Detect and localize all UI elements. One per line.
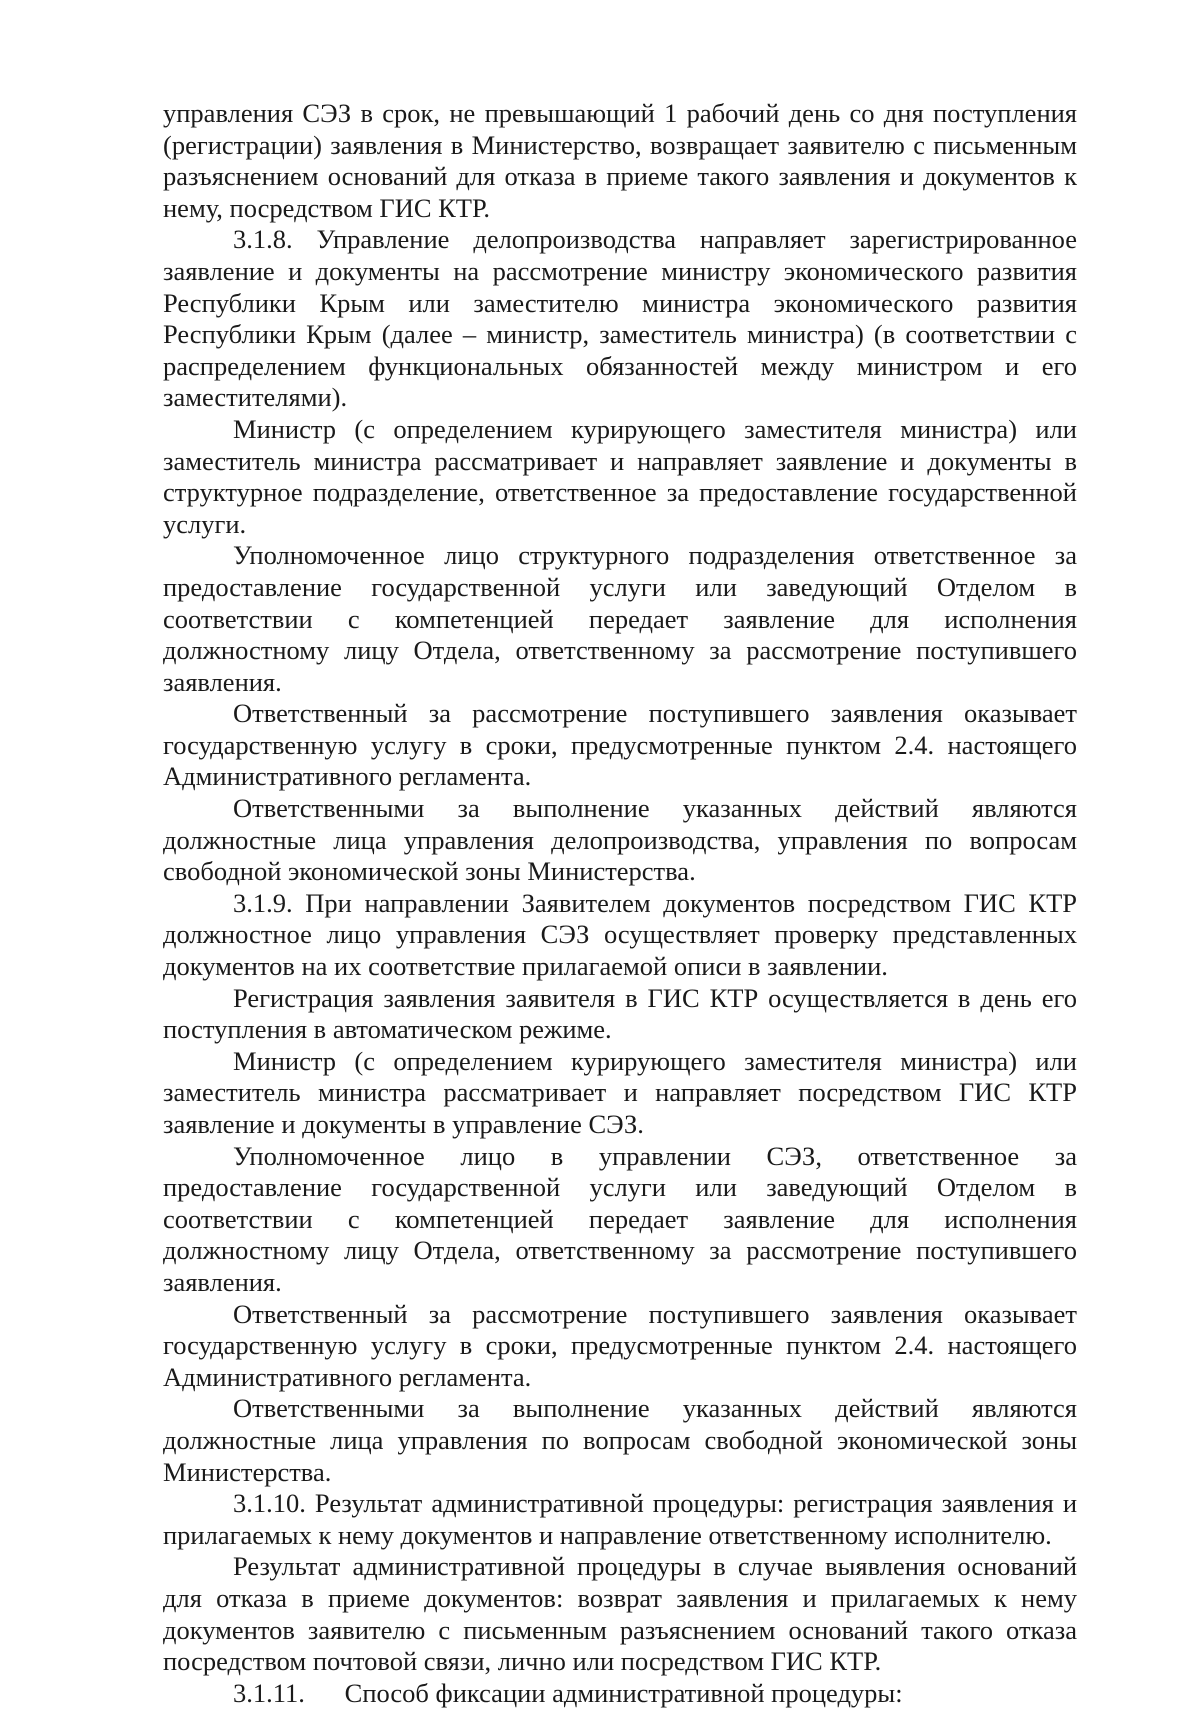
paragraph-responsible-provides: Ответственный за рассмотрение поступившего заявления оказывает государственную услугу в сроки, предусмотренные пунктом 2.4. настоящего Административного регламента. <box>163 698 1077 792</box>
paragraph-refusal-result: Результат административной процедуры в случае выявления оснований для отказа в приеме документов: возврат заявления и прилагаемых к нему документов заявителю с письменным разъяснением оснований такого отказа посредством почтовой связи, лично или посредством ГИС КТР. <box>163 1551 1077 1677</box>
paragraph-minister-review-gis: Министр (с определением курирующего заместителя министра) или заместитель министра рассматривает и направляет посредством ГИС КТР заявление и документы в управление СЭЗ. <box>163 1045 1077 1139</box>
paragraph-continuation: управления СЭЗ в срок, не превышающий 1 рабочий день со дня поступления (регистрации) заявления в Министерство, возвращает заявителю с письменным разъяснением оснований для отказа в приеме такого заявления и документов к нему, посредством ГИС КТР. <box>163 98 1077 223</box>
paragraph-3-1-8: 3.1.8. Управление делопроизводства направляет зарегистрированное заявление и документы на рассмотрение министру экономического развития Республики Крым или заместителю министра экономического развития Республики Крым (далее – министр, заместитель министра) (в соответствии с распределением функциональных обязанностей между министром и его заместителями). <box>163 224 1077 413</box>
paragraph-3-1-9: 3.1.9. При направлении Заявителем документов посредством ГИС КТР должностное лицо управления СЭЗ осуществляет проверку представленных документов на их соответствие прилагаемой описи в заявлении. <box>163 887 1077 982</box>
paragraph-minister-review: Министр (с определением курирующего заместителя министра) или заместитель министра рассматривает и направляет заявление и документы в структурное подразделение, ответственное за предоставление государственной услуги. <box>163 413 1077 539</box>
paragraph-responsible-officials: Ответственными за выполнение указанных действий являются должностные лица управления делопроизводства, управления по вопросам свободной экономической зоны Министерства. <box>163 793 1077 887</box>
paragraph-registration: Регистрация заявления заявителя в ГИС КТР осуществляется в день его поступления в автоматическом режиме. <box>163 982 1077 1045</box>
paragraph-authorized-person: Уполномоченное лицо структурного подразделения ответственное за предоставление государственной услуги или заведующий Отделом в соответствии с компетенцией передает заявление для исполнения должностному лицу Отдела, ответственному за рассмотрение поступившего заявления. <box>163 540 1077 697</box>
paragraph-authorized-person-sez: Уполномоченное лицо в управлении СЭЗ, ответственное за предоставление государственной услуги или заведующий Отделом в соответствии с компетенцией передает заявление для исполнения должностному лицу Отдела, ответственному за рассмотрение поступившего заявления. <box>163 1140 1077 1297</box>
paragraph-3-1-10: 3.1.10. Результат административной процедуры: регистрация заявления и прилагаемых к нему документов и направление ответственному исполнителю. <box>163 1488 1077 1550</box>
paragraph-responsible-officials-2: Ответственными за выполнение указанных действий являются должностные лица управления по вопросам свободной экономической зоны Министерства. <box>163 1393 1077 1487</box>
paragraph-3-1-11: 3.1.11. Способ фиксации административной процедуры: <box>233 1677 903 1708</box>
document-body <box>163 98 1077 1709</box>
paragraph-responsible-provides-2: Ответственный за рассмотрение поступившего заявления оказывает государственную услугу в сроки, предусмотренные пунктом 2.4. настоящего Административного регламента. <box>163 1298 1077 1392</box>
